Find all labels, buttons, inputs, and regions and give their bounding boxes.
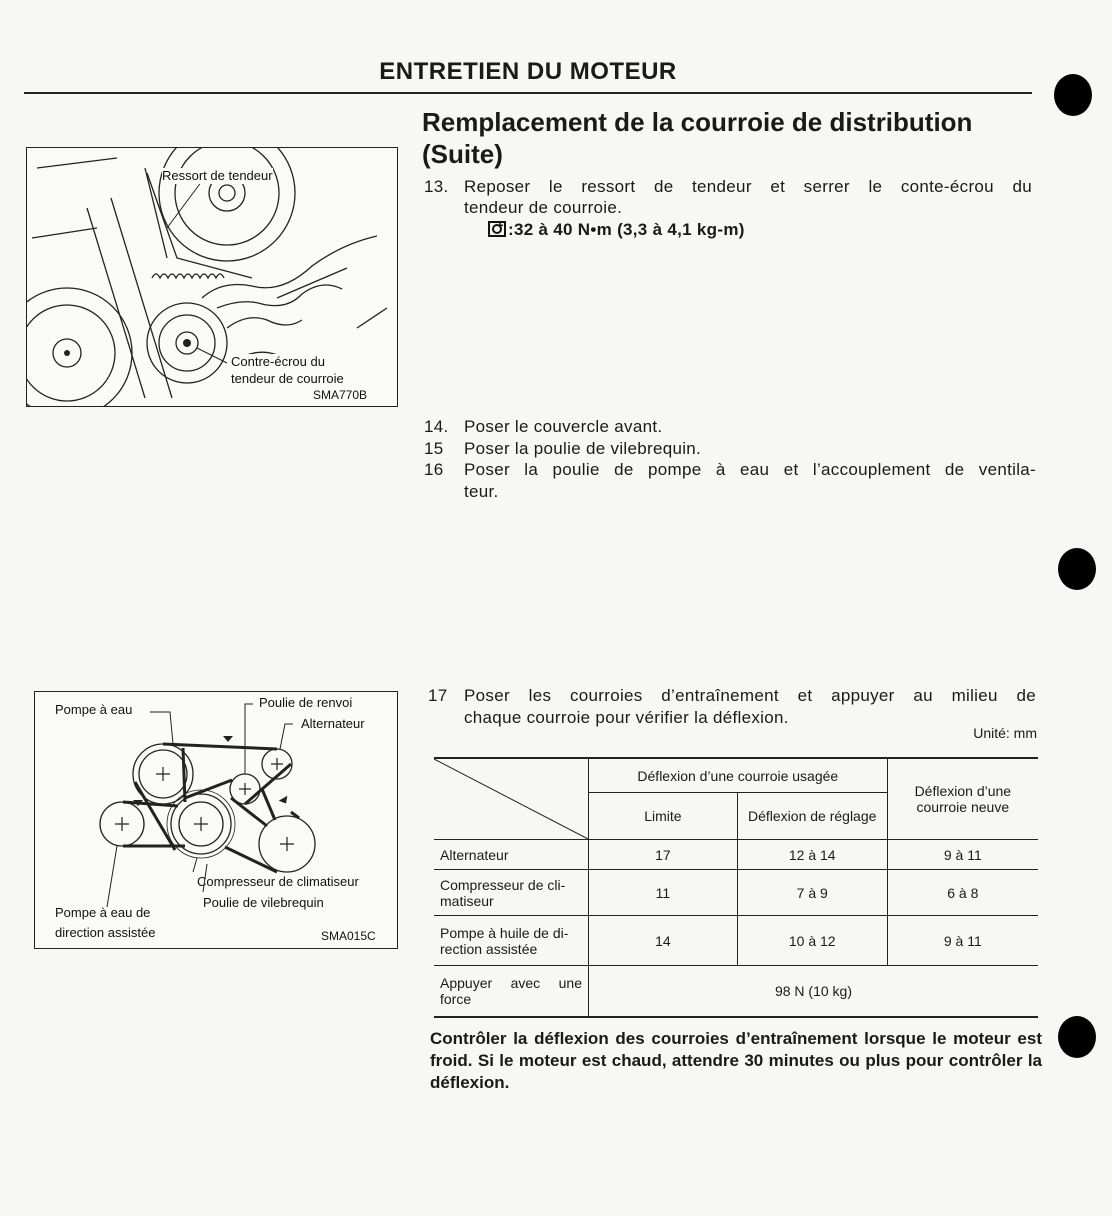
label-idler-pulley: Poulie de renvoi — [259, 695, 353, 710]
header-new-belt: Déflexion d’une courroie neuve — [887, 758, 1038, 840]
section-title-line1: Remplacement de la courroie de distribution — [422, 107, 973, 137]
row-label: Compresseur de cli-matiseur — [434, 870, 589, 916]
step-text-line2: chaque courroie pour vérifier la déflexion. — [464, 708, 789, 727]
step-number: 15 — [424, 439, 444, 458]
cell-adjust: 10 à 12 — [737, 916, 887, 966]
belt-deflection-table — [434, 757, 1038, 1018]
step-number: 14. — [424, 417, 449, 436]
row-label: Appuyer avec une force — [434, 966, 589, 1017]
row-label: Alternateur — [434, 840, 589, 870]
label-tensioner-spring: Ressort de tendeur — [162, 168, 273, 183]
row-label: Pompe à huile de di-rection assistée — [434, 916, 589, 966]
label-water-pump: Pompe à eau — [55, 702, 133, 717]
punch-hole-middle — [1058, 548, 1096, 590]
figure-timing-belt-tensioner — [26, 147, 398, 407]
step-16 — [424, 459, 1040, 505]
table-corner-cell — [434, 758, 589, 840]
punch-hole-bottom — [1058, 1016, 1096, 1058]
figure-drive-belts — [34, 691, 398, 949]
deflection-note: Contrôler la déflexion des courroies d’entraînement lorsque le moteur est froid. Si le moteur est chaud, attendre 30 minutes ou plus pour contrôler la déflexion. — [430, 1029, 1042, 1092]
step-text-line1: Reposer le ressort de tendeur et serrer le conte-écrou du — [464, 177, 1032, 196]
cell-limit: 11 — [589, 870, 738, 916]
page-title: ENTRETIEN DU MOTEUR — [379, 58, 677, 85]
label-ps-pump-line1: Pompe à eau de — [55, 905, 151, 920]
step-number: 13. — [424, 177, 449, 196]
step-text-line1: Poser la poulie de pompe à eau et l’accouplement de ventila- — [464, 460, 1036, 479]
cell-adjust: 7 à 9 — [737, 870, 887, 916]
step-14 — [424, 416, 1040, 440]
label-ps-pump-line2: direction assistée — [55, 925, 156, 940]
label-tensioner-locknut-line1: Contre-écrou du — [231, 354, 325, 369]
label-ac-compressor: Compresseur de climatiseur — [197, 874, 359, 889]
cell-force-value: 98 N (10 kg) — [589, 966, 1039, 1017]
header-divider — [24, 92, 1032, 94]
diagonal-divider — [434, 759, 588, 839]
label-tensioner-locknut-line2: tendeur de courroie — [231, 371, 344, 386]
torque-value: :32 à 40 N•m (3,3 à 4,1 kg-m) — [508, 220, 745, 239]
step-number: 17 — [428, 686, 448, 705]
header-limit: Limite — [589, 793, 738, 840]
step-text-line1: Poser les courroies d’entraînement et appuyer au milieu de — [464, 686, 1036, 705]
step-text: Poser la poulie de vilebrequin. — [464, 439, 702, 458]
cell-new: 6 à 8 — [887, 870, 1038, 916]
table-row-force — [434, 966, 1038, 1017]
section-title-line2: (Suite) — [422, 139, 503, 169]
cell-new: 9 à 11 — [887, 916, 1038, 966]
step-number: 16 — [424, 460, 444, 479]
step-text: Poser le couvercle avant. — [464, 417, 663, 436]
punch-hole-top — [1054, 74, 1092, 116]
table-row — [434, 916, 1038, 966]
step-text-line2: teur. — [464, 482, 499, 501]
step-13 — [424, 176, 1034, 246]
label-crank-pulley: Poulie de vilebrequin — [203, 895, 324, 910]
tensioner-illustration — [27, 148, 397, 406]
section-title — [422, 106, 1042, 170]
figure-code: SMA015C — [321, 929, 376, 943]
label-alternator: Alternateur — [301, 716, 365, 731]
cell-limit: 17 — [589, 840, 738, 870]
header-adjust: Déflexion de réglage — [737, 793, 887, 840]
cell-new: 9 à 11 — [887, 840, 1038, 870]
table-row — [434, 870, 1038, 916]
step-text-line2: tendeur de courroie. — [464, 198, 623, 217]
header-used-belt: Déflexion d’une courroie usagée — [589, 758, 888, 793]
cell-adjust: 12 à 14 — [737, 840, 887, 870]
figure-code: SMA770B — [313, 388, 368, 402]
unit-label: Unité: mm — [973, 725, 1037, 741]
table-row — [434, 840, 1038, 870]
torque-spec — [488, 219, 745, 240]
torque-wrench-icon — [488, 220, 508, 238]
cell-limit: 14 — [589, 916, 738, 966]
